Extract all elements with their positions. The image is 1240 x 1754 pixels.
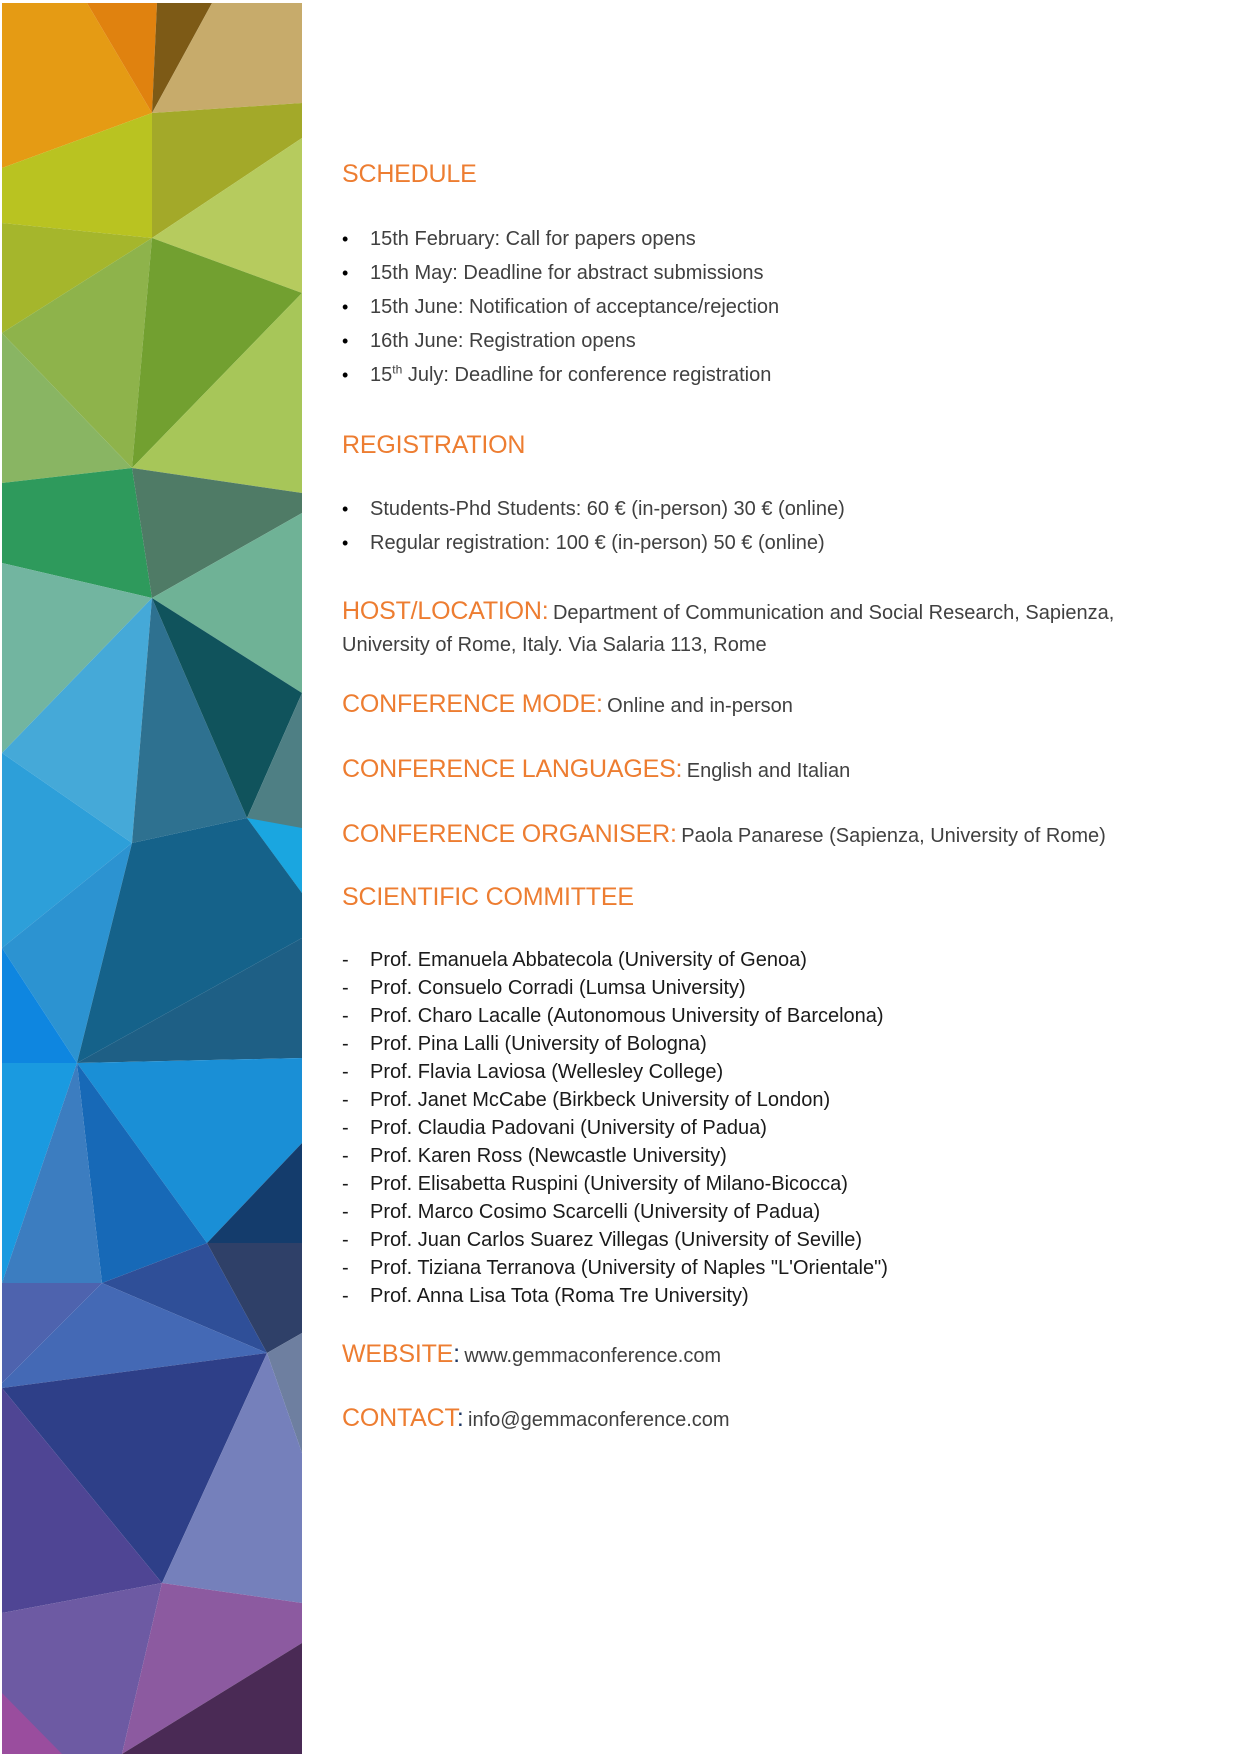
committee-list bbox=[342, 946, 1182, 1310]
contact-colon: : bbox=[456, 1404, 464, 1432]
conference-mode-colon: : bbox=[595, 690, 603, 718]
conference-organiser-row bbox=[342, 820, 1106, 849]
conference-mode-value: Online and in-person bbox=[607, 695, 793, 717]
website-label: WEBSITE bbox=[342, 1340, 454, 1368]
committee-member: - Prof. Juan Carlos Suarez Villegas (University of Seville) bbox=[342, 1226, 1182, 1254]
website-row bbox=[342, 1340, 721, 1369]
committee-member: - Prof. Consuelo Corradi (Lumsa University) bbox=[342, 974, 1182, 1002]
contact-label: CONTACT bbox=[342, 1404, 457, 1432]
schedule-item: • 15th February: Call for papers opens bbox=[342, 222, 1182, 256]
host-location-colon: : bbox=[541, 597, 549, 625]
scientific-committee-heading: SCIENTIFIC COMMITTEE bbox=[342, 883, 634, 911]
decorative-side-banner bbox=[2, 3, 302, 1754]
registration-item: • Students-Phd Students: 60 € (in-person) 30 € (online) bbox=[342, 492, 1182, 526]
schedule-item: • 15th June: Notification of acceptance/rejection bbox=[342, 290, 1182, 324]
schedule-item: • 16th June: Registration opens bbox=[342, 324, 1182, 358]
schedule-list bbox=[342, 222, 1182, 392]
conference-mode-row bbox=[342, 690, 793, 719]
committee-member: - Prof. Janet McCabe (Birkbeck University of London) bbox=[342, 1086, 1182, 1114]
registration-heading: REGISTRATION bbox=[342, 431, 526, 459]
committee-member: - Prof. Pina Lalli (University of Bologna) bbox=[342, 1030, 1182, 1058]
committee-member: - Prof. Marco Cosimo Scarcelli (University of Padua) bbox=[342, 1198, 1182, 1226]
schedule-item-rest: July: Deadline for conference registration bbox=[402, 364, 772, 386]
website-link[interactable]: www.gemmaconference.com bbox=[464, 1345, 722, 1367]
committee-member: - Prof. Flavia Laviosa (Wellesley College) bbox=[342, 1058, 1182, 1086]
schedule-heading: SCHEDULE bbox=[342, 160, 477, 188]
low-poly-pattern bbox=[2, 3, 302, 1754]
committee-member: - Prof. Tiziana Terranova (University of Naples "L'Orientale") bbox=[342, 1254, 1182, 1282]
conference-languages-value: English and Italian bbox=[686, 760, 851, 782]
host-location-value: Department of Communication and Social Research, Sapienza, University of Rome, Italy. Via Salaria 113, Rome bbox=[342, 602, 1115, 656]
schedule-item-day: 15 bbox=[370, 364, 393, 386]
host-location-label: HOST/LOCATION bbox=[342, 597, 542, 625]
committee-member: - Prof. Claudia Padovani (University of Padua) bbox=[342, 1114, 1182, 1142]
committee-member: - Prof. Elisabetta Ruspini (University of Milano-Bicocca) bbox=[342, 1170, 1182, 1198]
conference-mode-label: CONFERENCE MODE bbox=[342, 690, 596, 718]
conference-organiser-value: Paola Panarese (Sapienza, University of Rome) bbox=[681, 825, 1106, 847]
committee-member: - Prof. Charo Lacalle (Autonomous University of Barcelona) bbox=[342, 1002, 1182, 1030]
contact-email-link[interactable]: info@gemmaconference.com bbox=[468, 1409, 730, 1431]
conference-languages-label: CONFERENCE LANGUAGES: bbox=[342, 755, 683, 783]
committee-member: - Prof. Emanuela Abbatecola (University of Genoa) bbox=[342, 946, 1182, 974]
conference-languages-row bbox=[342, 755, 850, 784]
schedule-item bbox=[342, 358, 1182, 392]
committee-member: - Prof. Karen Ross (Newcastle University) bbox=[342, 1142, 1182, 1170]
registration-item: • Regular registration: 100 € (in-person) 50 € (online) bbox=[342, 526, 1182, 560]
registration-list bbox=[342, 492, 1182, 560]
conference-organiser-colon: : bbox=[669, 820, 677, 848]
schedule-item: • 15th May: Deadline for abstract submissions bbox=[342, 256, 1182, 290]
committee-member: - Prof. Anna Lisa Tota (Roma Tre University) bbox=[342, 1282, 1182, 1310]
contact-row bbox=[342, 1404, 730, 1433]
conference-organiser-label: CONFERENCE ORGANISER bbox=[342, 820, 670, 848]
website-colon: : bbox=[453, 1340, 460, 1368]
host-location-row bbox=[342, 596, 1162, 662]
schedule-item-suffix: th bbox=[392, 362, 403, 377]
